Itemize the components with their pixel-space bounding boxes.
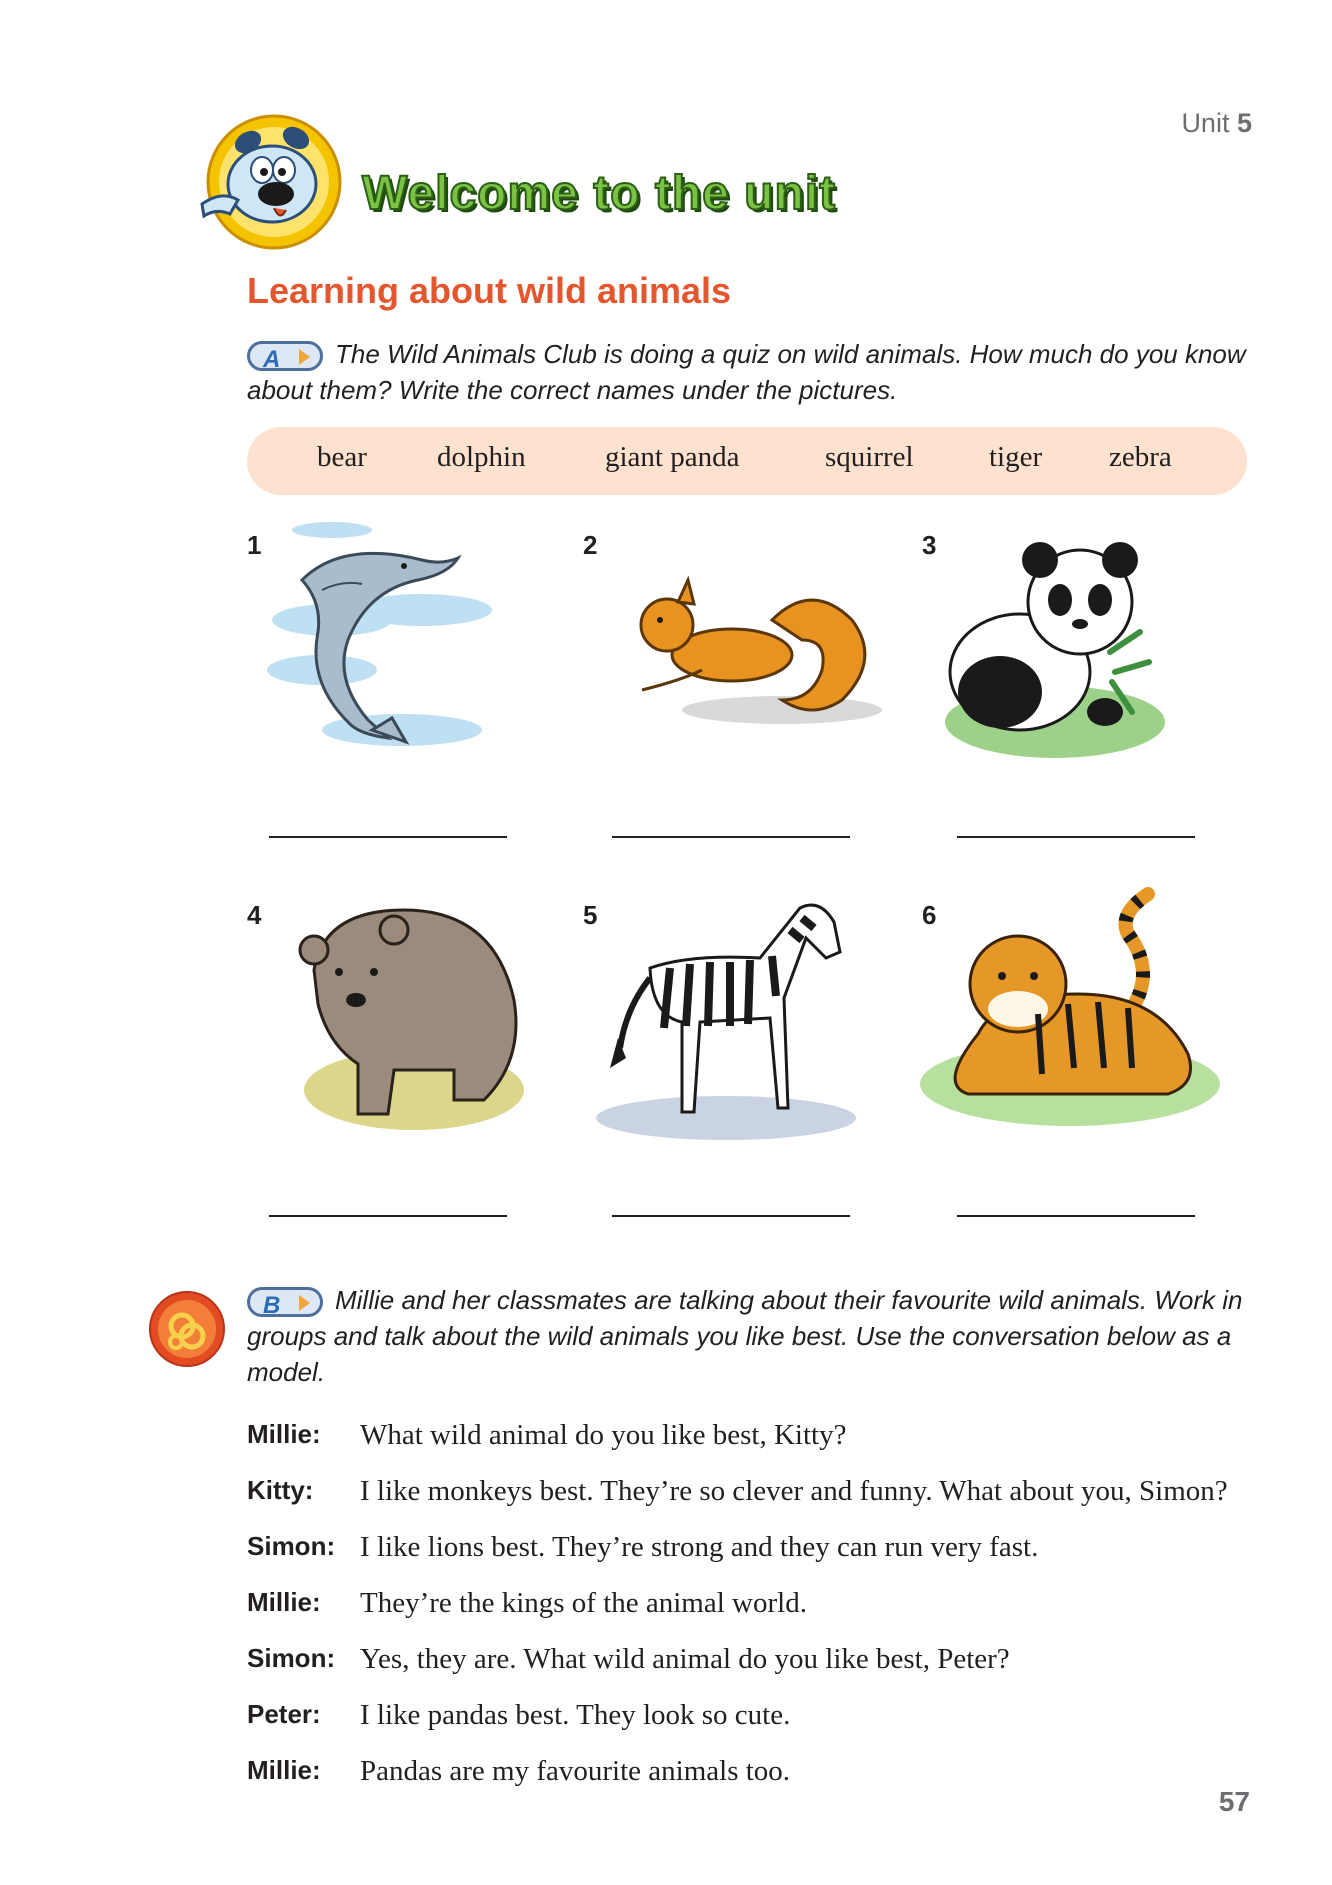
dolphin-picture [262, 520, 507, 770]
word-bank-item: dolphin [437, 441, 526, 473]
answer-line[interactable] [957, 1215, 1195, 1217]
speaker: Kitty: [247, 1475, 314, 1505]
dialogue-line [247, 1414, 1247, 1456]
dialogue-line [247, 1694, 1247, 1736]
play-arrow-icon [299, 1295, 310, 1311]
activity-a-text: The Wild Animals Club is doing a quiz on wild animals. How much do you know about them? Write the correct names under the pictures. [247, 339, 1246, 405]
speech: Pandas are my favourite animals too. [360, 1755, 791, 1787]
unit-label [1181, 108, 1252, 139]
answer-line[interactable] [269, 836, 507, 838]
word-bank-item: giant panda [605, 441, 740, 473]
picture-number: 1 [247, 530, 262, 560]
dialogue-line [247, 1582, 1247, 1624]
picture-number: 2 [583, 530, 598, 560]
picture-number: 4 [247, 900, 262, 930]
page-title: Welcome to the unit [362, 167, 837, 220]
answer-line[interactable] [269, 1215, 507, 1217]
answer-line[interactable] [612, 1215, 850, 1217]
dialogue-line [247, 1750, 1247, 1792]
activity-a-instruction [247, 336, 1247, 408]
pair-work-icon [148, 1290, 226, 1368]
bear-picture [284, 900, 530, 1135]
picture-number: 6 [922, 900, 937, 930]
panda-picture [940, 532, 1170, 760]
tiger-picture [918, 884, 1222, 1132]
word-bank [247, 427, 1247, 495]
speech: I like pandas best. They look so cute. [360, 1699, 791, 1731]
word-bank-item: tiger [989, 441, 1043, 473]
activity-a-letter: A [263, 346, 281, 374]
speech: Yes, they are. What wild animal do you like best, Peter? [360, 1643, 1010, 1675]
dialogue-line [247, 1526, 1247, 1568]
activity-b-text: Millie and her classmates are talking about their favourite wild animals. Work in groups and talk about the wild animals you like best. Use the conversation below as a model. [247, 1285, 1243, 1387]
word-bank-item: squirrel [825, 441, 914, 473]
speech: They’re the kings of the animal world. [360, 1587, 807, 1619]
speech: I like monkeys best. They’re so clever and funny. What about you, Simon? [360, 1475, 1228, 1507]
unit-text: Unit [1181, 108, 1230, 138]
speaker: Simon: [247, 1643, 336, 1673]
section-title: Learning about wild animals [247, 270, 732, 311]
speaker: Millie: [247, 1755, 321, 1785]
speaker: Millie: [247, 1419, 321, 1449]
picture-number: 3 [922, 530, 937, 560]
activity-b-badge [247, 1287, 323, 1320]
word-bank-item: zebra [1109, 441, 1172, 473]
mascot-dog-icon [192, 112, 344, 252]
zebra-picture [590, 878, 862, 1144]
speech: I like lions best. They’re strong and they can run very fast. [360, 1531, 1039, 1563]
dialogue-line [247, 1470, 1247, 1512]
answer-line[interactable] [957, 836, 1195, 838]
play-arrow-icon [299, 349, 310, 365]
dialogue [247, 1414, 1247, 1806]
speaker: Millie: [247, 1587, 321, 1617]
picture-number: 5 [583, 900, 598, 930]
answer-line[interactable] [612, 836, 850, 838]
activity-b-instruction [247, 1282, 1247, 1390]
unit-number: 5 [1236, 108, 1252, 138]
speaker: Peter: [247, 1699, 321, 1729]
page-number: 57 [1218, 1786, 1250, 1817]
dialogue-line [247, 1638, 1247, 1680]
word-bank-item: bear [317, 441, 367, 473]
speaker: Simon: [247, 1531, 336, 1561]
activity-b-letter: B [263, 1292, 281, 1320]
activity-a-badge [247, 341, 323, 374]
speech: What wild animal do you like best, Kitty? [360, 1419, 847, 1451]
squirrel-picture [622, 560, 882, 730]
